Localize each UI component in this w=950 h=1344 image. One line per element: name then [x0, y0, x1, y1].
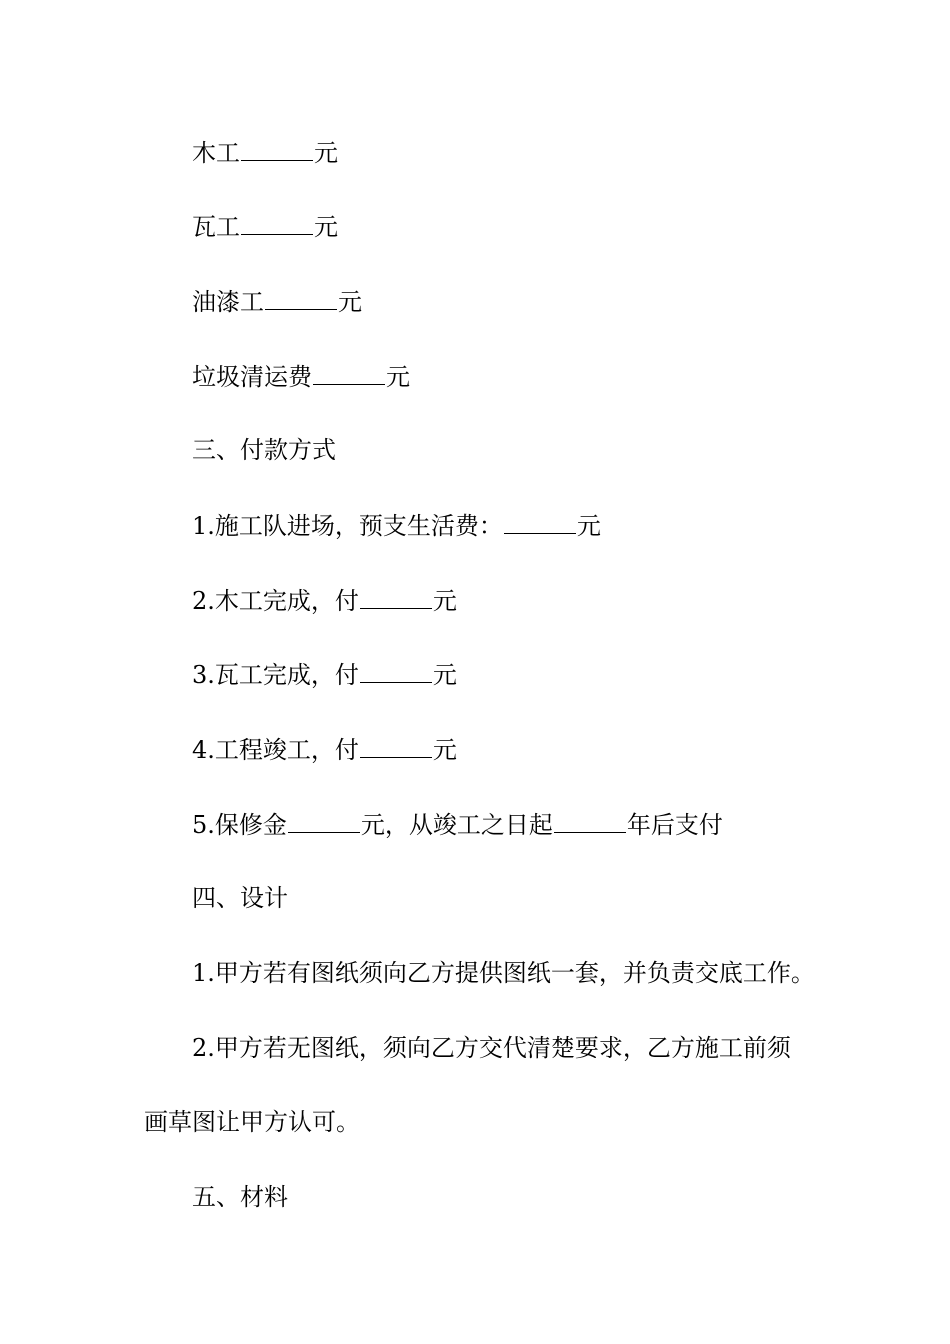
fill-blank[interactable] — [360, 658, 432, 683]
text: 3.瓦工完成，付 — [192, 661, 359, 689]
text: 油漆工 — [192, 288, 264, 316]
fill-blank[interactable] — [241, 136, 313, 161]
text: 瓦工 — [192, 213, 240, 241]
fill-blank[interactable] — [360, 584, 432, 609]
payment-item-2 — [0, 584, 950, 617]
section-heading-materials: 五、材料 — [192, 1183, 288, 1211]
payment-item-1 — [0, 509, 950, 542]
text: 元 — [338, 288, 362, 316]
fill-blank[interactable] — [504, 509, 576, 534]
fill-blank[interactable] — [313, 360, 385, 385]
line-masonry-fee — [0, 210, 950, 243]
fill-blank[interactable] — [554, 808, 626, 833]
text: 5.保修金 — [192, 811, 287, 839]
line-painting-fee — [0, 285, 950, 318]
text: 年后支付 — [626, 811, 723, 839]
line-carpentry-fee — [0, 136, 950, 169]
design-item-1: 1.甲方若有图纸须向乙方提供图纸一套，并负责交底工作。 — [192, 959, 815, 987]
section-heading-payment: 三、付款方式 — [192, 436, 336, 464]
line-waste-removal-fee — [0, 360, 950, 393]
text: 木工 — [192, 139, 240, 167]
design-item-2-continued: 画草图让甲方认可。 — [144, 1108, 360, 1136]
payment-item-3 — [0, 658, 950, 691]
design-item-2: 2.甲方若无图纸，须向乙方交代清楚要求，乙方施工前须 — [192, 1034, 791, 1062]
text: 元 — [314, 213, 338, 241]
text: 垃圾清运费 — [192, 363, 312, 391]
section-heading-design: 四、设计 — [192, 884, 288, 912]
text: 元 — [432, 661, 457, 689]
fill-blank[interactable] — [241, 210, 313, 235]
text: 元 — [576, 512, 601, 540]
text: 元 — [386, 363, 410, 391]
text: 1.施工队进场，预支生活费： — [192, 512, 503, 540]
text: 元 — [432, 736, 457, 764]
text: 元 — [314, 139, 338, 167]
fill-blank[interactable] — [265, 285, 337, 310]
payment-item-4 — [0, 733, 950, 766]
text: 元 — [432, 587, 457, 615]
text: 2.木工完成，付 — [192, 587, 359, 615]
text: 4.工程竣工，付 — [192, 736, 359, 764]
fill-blank[interactable] — [288, 808, 360, 833]
fill-blank[interactable] — [360, 733, 432, 758]
payment-item-5 — [0, 808, 950, 841]
text: 元，从竣工之日起 — [360, 811, 553, 839]
